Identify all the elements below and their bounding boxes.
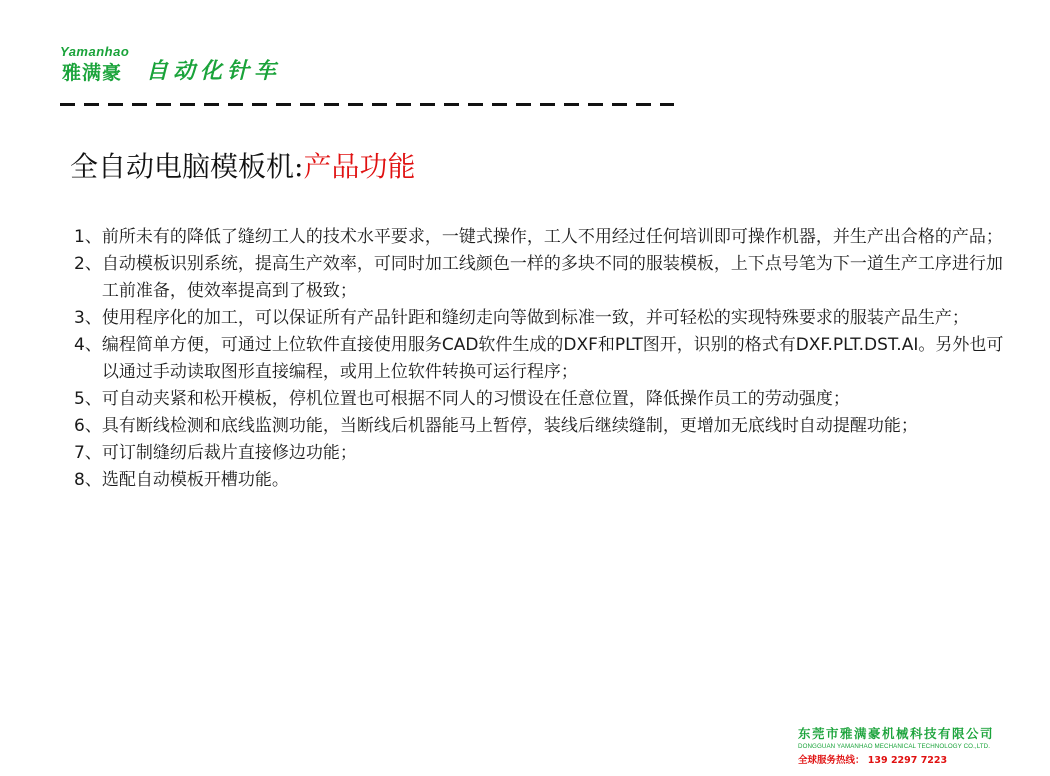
feature-text: 自动模板识别系统，提高生产效率，可同时加工线颜色一样的多块不同的服装模板，上下点号笔为下一道生产工序进行加工前准备，使效率提高到了极致； [101,254,1003,301]
feature-list [74,224,1014,494]
feature-item [74,224,1014,251]
feature-number: 1、 [74,227,102,247]
feature-text: 使用程序化的加工，可以保证所有产品针距和缝纫走向等做到标准一致，并可轻松的实现特殊要求的服装产品生产； [101,308,969,328]
feature-item [74,440,1014,467]
feature-number: 6、 [74,416,102,436]
page-title [70,145,415,185]
feature-text: 前所未有的降低了缝纫工人的技术水平要求，一键式操作，工人不用经过任何培训即可操作机器，并生产出合格的产品； [101,227,1003,247]
feature-number: 7、 [74,443,102,463]
page-title-main: 全自动电脑模板机: [70,150,304,183]
brand-chinese: 雅满豪 [62,62,123,84]
feature-item [74,413,1014,440]
company-name-english: DONGGUAN YAMANHAO MECHANICAL TECHNOLOGY CO.,LTD. [798,743,991,750]
feature-number: 3、 [74,308,102,328]
feature-text: 选配自动模板开槽功能。 [101,470,289,490]
feature-item [74,467,1014,494]
feature-text: 具有断线检测和底线监测功能，当断线后机器能马上暂停，装线后继续缝制，更增加无底线时自动提醒功能； [101,416,918,436]
dashed-divider [60,103,674,106]
company-name: 东莞市雅满豪机械科技有限公司 [798,726,995,741]
feature-item [74,251,1014,305]
brand-english: Yamanhao [60,44,130,59]
feature-text: 编程简单方便，可通过上位软件直接使用服务CAD软件生成的DXF和PLT图开，识别的格式有DXF.PLT.DST.AI。另外也可以通过手动读取图形直接编程，或用上位软件转换可运行程序； [101,335,1004,382]
feature-item [74,332,1014,386]
page-title-accent: 产品功能 [303,150,416,183]
company-footer [798,724,1030,766]
feature-item [74,305,1014,332]
feature-number: 8、 [74,470,102,490]
brand-slogan: 自动化针车 [146,59,282,84]
feature-number: 4、 [74,335,102,355]
brand-logo [60,44,360,90]
feature-item [74,386,1014,413]
feature-text: 可订制缝纫后裁片直接修边功能； [101,443,357,463]
feature-number: 2、 [74,254,102,274]
feature-text: 可自动夹紧和松开模板，停机位置也可根据不同人的习惯设在任意位置，降低操作员工的劳动强度； [101,389,850,409]
service-hotline: 全球服务热线： 139 2297 7223 [798,755,948,766]
feature-number: 5、 [74,389,102,409]
